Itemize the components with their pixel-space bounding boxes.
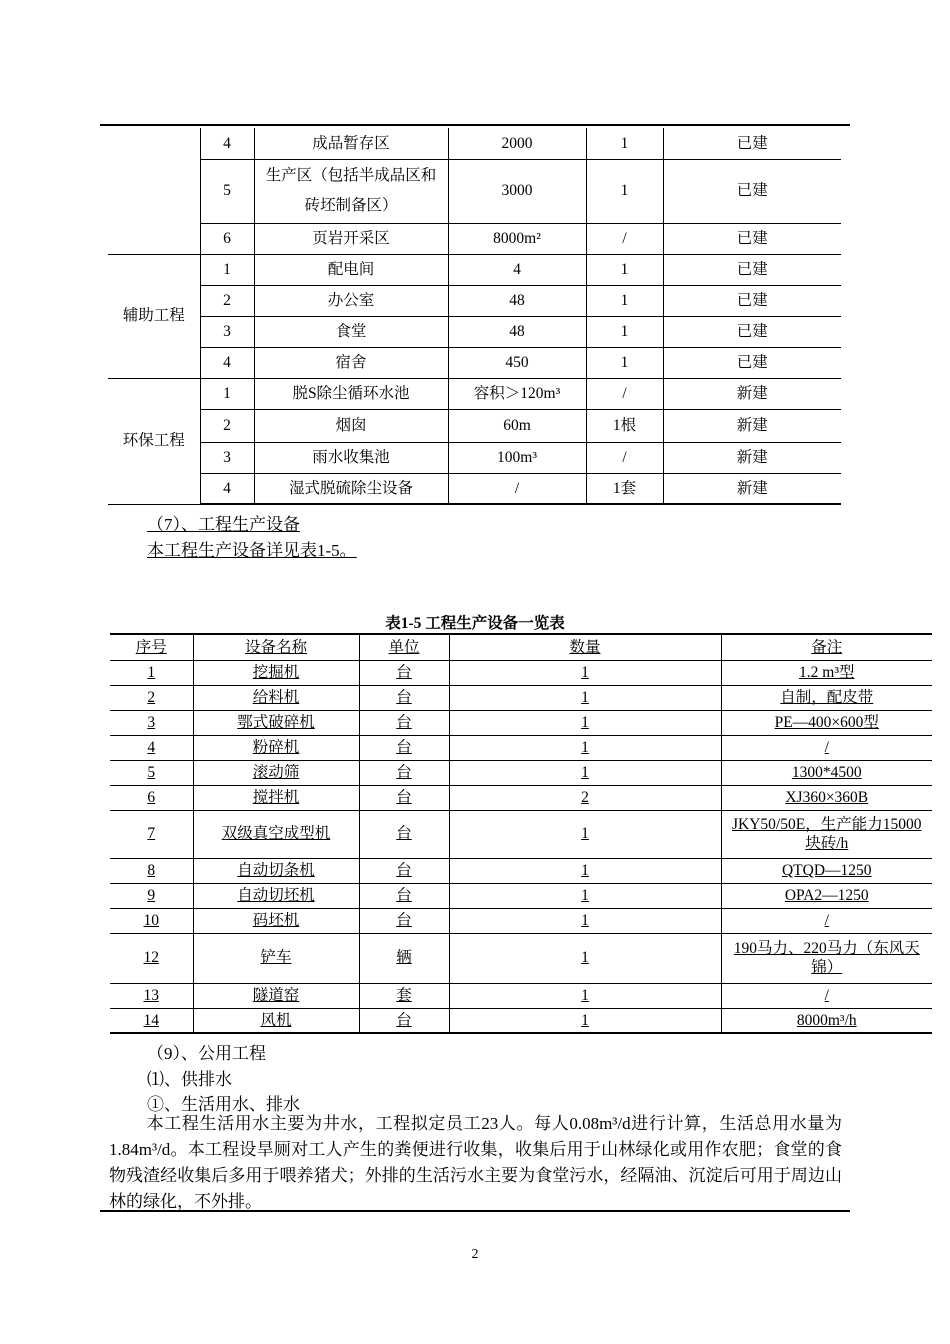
cell-name: 页岩开采区 bbox=[254, 223, 448, 254]
table-cell: / bbox=[721, 983, 932, 1008]
table-row bbox=[110, 883, 932, 908]
cell-status: 已建 bbox=[663, 285, 841, 316]
table-row bbox=[110, 735, 932, 760]
table-row bbox=[108, 254, 841, 285]
table-cell: 1300*4500 bbox=[721, 760, 932, 785]
table-row bbox=[110, 983, 932, 1008]
table-cell: 台 bbox=[359, 735, 449, 760]
table-row bbox=[108, 285, 841, 316]
cell-status: 已建 bbox=[663, 223, 841, 254]
cell-qty: 1 bbox=[586, 285, 663, 316]
cell-qty: 1套 bbox=[586, 473, 663, 504]
table-row bbox=[110, 908, 932, 933]
table-cell: 隧道窑 bbox=[193, 983, 359, 1008]
cell-name: 食堂 bbox=[254, 316, 448, 347]
table-row bbox=[110, 933, 932, 983]
cell-qty: 1 bbox=[586, 254, 663, 285]
cell-no: 6 bbox=[200, 223, 254, 254]
table-cell: 码坯机 bbox=[193, 908, 359, 933]
table-cell: 挖掘机 bbox=[193, 660, 359, 685]
table-row bbox=[108, 128, 841, 159]
section-7-heading: （7）、工程生产设备 bbox=[147, 515, 300, 534]
table-cell: JKY50/50E，生产能力15000块砖/h bbox=[721, 810, 932, 858]
table-cell: 7 bbox=[110, 810, 193, 858]
cell-qty: 1 bbox=[586, 347, 663, 378]
cell-no: 2 bbox=[200, 285, 254, 316]
cell-name: 宿舍 bbox=[254, 347, 448, 378]
table-cell: 自动切坯机 bbox=[193, 883, 359, 908]
group-cell bbox=[108, 128, 200, 254]
cell-no: 4 bbox=[200, 347, 254, 378]
cell-status: 已建 bbox=[663, 128, 841, 159]
cell-name: 成品暂存区 bbox=[254, 128, 448, 159]
cell-status: 新建 bbox=[663, 442, 841, 473]
table-row bbox=[108, 473, 841, 504]
bottom-rule bbox=[100, 1210, 850, 1212]
table-cell: 2 bbox=[110, 685, 193, 710]
table-cell: 8000m³/h bbox=[721, 1008, 932, 1033]
table-row bbox=[110, 810, 932, 858]
table-cell: 1 bbox=[449, 883, 721, 908]
column-header: 数量 bbox=[449, 634, 721, 660]
table-row bbox=[108, 223, 841, 254]
cell-status: 已建 bbox=[663, 159, 841, 223]
cell-area: 60m bbox=[448, 409, 586, 442]
table-cell: 5 bbox=[110, 760, 193, 785]
table-cell: 1 bbox=[449, 810, 721, 858]
table-cell: 双级真空成型机 bbox=[193, 810, 359, 858]
table-cell: 自动切条机 bbox=[193, 858, 359, 883]
cell-qty: 1 bbox=[586, 316, 663, 347]
table-cell: 台 bbox=[359, 908, 449, 933]
cell-no: 4 bbox=[200, 473, 254, 504]
table-cell: 滚动筛 bbox=[193, 760, 359, 785]
cell-status: 已建 bbox=[663, 316, 841, 347]
table-row bbox=[110, 760, 932, 785]
cell-name: 办公室 bbox=[254, 285, 448, 316]
cell-no: 1 bbox=[200, 254, 254, 285]
table-cell: 12 bbox=[110, 933, 193, 983]
table-row bbox=[110, 1008, 932, 1033]
table-row bbox=[108, 347, 841, 378]
table-cell: 1 bbox=[110, 660, 193, 685]
cell-area: 48 bbox=[448, 316, 586, 347]
top-rule bbox=[100, 124, 850, 126]
table-cell: 1 bbox=[449, 1008, 721, 1033]
table-cell: PE—400×600型 bbox=[721, 710, 932, 735]
section-9-heading: （9）、公用工程 bbox=[147, 1044, 266, 1063]
water-supply-text: 本工程生活用水主要为井水，工程拟定员工23人。每人0.08m³/d进行计算，生活总用水量为1.84m³/d。本工程设旱厕对工人产生的粪便进行收集，收集后用于山林绿化或用作农肥；食堂的食物残渣经收集后多用于喂养猪犬；外排的生活污水主要为食堂污水，经隔油、沉淀后可用于周边山林的绿化，不外排。 bbox=[109, 1114, 842, 1211]
table-cell: 辆 bbox=[359, 933, 449, 983]
table-cell: 1 bbox=[449, 735, 721, 760]
table-row bbox=[110, 858, 932, 883]
group-cell: 环保工程 bbox=[108, 378, 200, 504]
table-cell: 1 bbox=[449, 685, 721, 710]
table-cell: 4 bbox=[110, 735, 193, 760]
cell-qty: / bbox=[586, 378, 663, 409]
cell-area: 8000m² bbox=[448, 223, 586, 254]
cell-area: 100m³ bbox=[448, 442, 586, 473]
equipment-table bbox=[110, 633, 932, 1034]
cell-name: 雨水收集池 bbox=[254, 442, 448, 473]
table-cell: 190马力、220马力（东风天锦） bbox=[721, 933, 932, 983]
cell-no: 3 bbox=[200, 442, 254, 473]
header-row bbox=[110, 634, 932, 660]
table-cell: / bbox=[721, 908, 932, 933]
section-9-sub1: ⑴、供排水 bbox=[147, 1070, 232, 1089]
table-cell: 台 bbox=[359, 660, 449, 685]
table-cell: 1 bbox=[449, 858, 721, 883]
cell-area: / bbox=[448, 473, 586, 504]
table-cell: 1 bbox=[449, 983, 721, 1008]
cell-qty: / bbox=[586, 442, 663, 473]
table-cell: 1 bbox=[449, 908, 721, 933]
table-cell: XJ360×360B bbox=[721, 785, 932, 810]
cell-no: 4 bbox=[200, 128, 254, 159]
table-cell: 1 bbox=[449, 760, 721, 785]
page-number: 2 bbox=[471, 1247, 479, 1262]
cell-name: 湿式脱硫除尘设备 bbox=[254, 473, 448, 504]
table-cell: 9 bbox=[110, 883, 193, 908]
cell-no: 5 bbox=[200, 159, 254, 223]
table-cell: 台 bbox=[359, 810, 449, 858]
section-7-intro: 本工程生产设备详见表1-5。 bbox=[147, 541, 357, 560]
table-caption: 表1-5 工程生产设备一览表 bbox=[385, 615, 565, 632]
cell-area: 容积＞120m³ bbox=[448, 378, 586, 409]
column-header: 备注 bbox=[721, 634, 932, 660]
cell-status: 新建 bbox=[663, 473, 841, 504]
cell-name: 配电间 bbox=[254, 254, 448, 285]
cell-no: 3 bbox=[200, 316, 254, 347]
column-header: 序号 bbox=[110, 634, 193, 660]
table-cell: 1.2 m³型 bbox=[721, 660, 932, 685]
cell-no: 1 bbox=[200, 378, 254, 409]
group-cell: 辅助工程 bbox=[108, 254, 200, 378]
cell-name: 脱S除尘循环水池 bbox=[254, 378, 448, 409]
table-cell: 自制，配皮带 bbox=[721, 685, 932, 710]
table-cell: 3 bbox=[110, 710, 193, 735]
table-cell: 套 bbox=[359, 983, 449, 1008]
column-header: 设备名称 bbox=[193, 634, 359, 660]
table-cell: 6 bbox=[110, 785, 193, 810]
table-row bbox=[110, 785, 932, 810]
cell-area: 4 bbox=[448, 254, 586, 285]
table-cell: 13 bbox=[110, 983, 193, 1008]
table-cell: 8 bbox=[110, 858, 193, 883]
table-row bbox=[110, 710, 932, 735]
cell-qty: / bbox=[586, 223, 663, 254]
table-cell: 10 bbox=[110, 908, 193, 933]
table-cell: 鄂式破碎机 bbox=[193, 710, 359, 735]
water-supply-paragraph bbox=[109, 1111, 842, 1215]
table-row bbox=[108, 316, 841, 347]
table-row bbox=[108, 159, 841, 223]
table-row bbox=[108, 409, 841, 442]
table-cell: 铲车 bbox=[193, 933, 359, 983]
table-cell: 2 bbox=[449, 785, 721, 810]
table-row bbox=[108, 378, 841, 409]
table-cell: 1 bbox=[449, 710, 721, 735]
table-cell: 台 bbox=[359, 685, 449, 710]
table-row bbox=[110, 660, 932, 685]
table-cell: 台 bbox=[359, 760, 449, 785]
project-composition-table bbox=[108, 128, 841, 505]
column-header: 单位 bbox=[359, 634, 449, 660]
table-cell: 搅拌机 bbox=[193, 785, 359, 810]
table-row bbox=[108, 442, 841, 473]
table-cell: 台 bbox=[359, 710, 449, 735]
table-cell: / bbox=[721, 735, 932, 760]
cell-status: 新建 bbox=[663, 409, 841, 442]
table-cell: 台 bbox=[359, 858, 449, 883]
table-cell: 台 bbox=[359, 1008, 449, 1033]
cell-name: 烟囱 bbox=[254, 409, 448, 442]
cell-area: 450 bbox=[448, 347, 586, 378]
table-cell: 风机 bbox=[193, 1008, 359, 1033]
section-9-sub2: ①、生活用水、排水 bbox=[147, 1095, 300, 1114]
table-cell: 1 bbox=[449, 933, 721, 983]
table-row bbox=[110, 685, 932, 710]
table-cell: 台 bbox=[359, 883, 449, 908]
cell-qty: 1根 bbox=[586, 409, 663, 442]
cell-area: 3000 bbox=[448, 159, 586, 223]
table-cell: OPA2—1250 bbox=[721, 883, 932, 908]
table-cell: 给料机 bbox=[193, 685, 359, 710]
table-cell: 粉碎机 bbox=[193, 735, 359, 760]
table-cell: 14 bbox=[110, 1008, 193, 1033]
table-cell: 台 bbox=[359, 785, 449, 810]
table-cell: 1 bbox=[449, 660, 721, 685]
cell-status: 已建 bbox=[663, 347, 841, 378]
cell-area: 48 bbox=[448, 285, 586, 316]
cell-name: 生产区（包括半成品区和砖坯制备区） bbox=[254, 159, 448, 223]
cell-no: 2 bbox=[200, 409, 254, 442]
cell-status: 已建 bbox=[663, 254, 841, 285]
cell-area: 2000 bbox=[448, 128, 586, 159]
cell-status: 新建 bbox=[663, 378, 841, 409]
table-cell: QTQD—1250 bbox=[721, 858, 932, 883]
cell-qty: 1 bbox=[586, 128, 663, 159]
cell-qty: 1 bbox=[586, 159, 663, 223]
